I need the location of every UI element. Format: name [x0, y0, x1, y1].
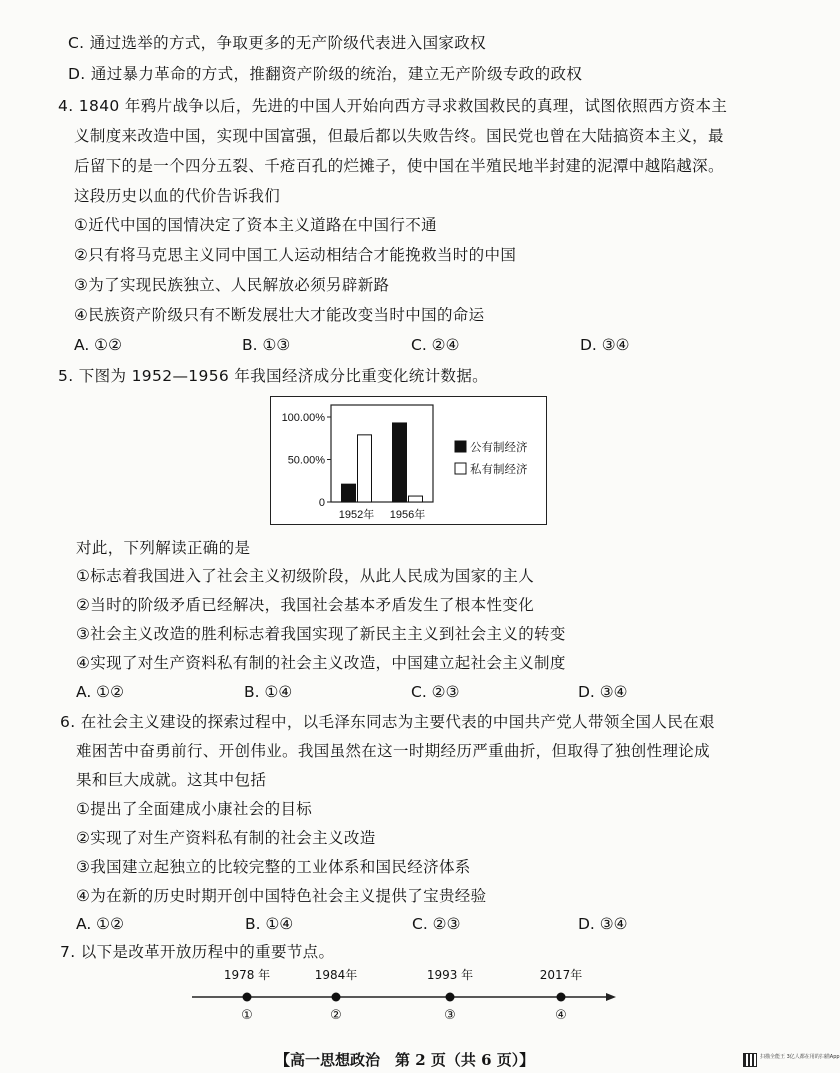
timeline-year-label: 2017年 [539, 968, 583, 982]
legend-swatch [455, 441, 466, 452]
q6-choice-b: B. ①④ [245, 915, 294, 933]
q6-item-4: ④为在新的历史时期开创中国特色社会主义提供了宝贵经验 [76, 887, 487, 905]
reform-timeline [180, 965, 620, 1025]
timeline-point [243, 993, 252, 1002]
q4-stem-line-4: 这段历史以血的代价告诉我们 [74, 187, 281, 205]
q4-choice-c: C. ②④ [411, 336, 460, 354]
page-footer: 【高一思想政治 第 2 页（共 6 页）】 [275, 1051, 535, 1069]
q5-choice-a: A. ①② [76, 683, 124, 701]
q4-stem-line-3: 后留下的是一个四分五裂、千疮百孔的烂摊子，使中国在半殖民地半封建的泥潭中越陷越深。 [74, 157, 724, 175]
q4-stem-line-2: 义制度来改造中国，实现中国富强，但最后都以失败告终。国民党也曾在大陆搞资本主义，最 [74, 127, 724, 145]
legend-label: 私有制经济 [470, 462, 528, 476]
y-tick-label: 100.00% [281, 412, 325, 424]
qr-code-icon [743, 1053, 757, 1067]
q7-stem: 7. 以下是改革开放历程中的重要节点。 [60, 943, 335, 961]
legend-swatch [455, 463, 466, 474]
q6-choice-c: C. ②③ [412, 915, 461, 933]
q4-choice-a: A. ①② [74, 336, 122, 354]
y-tick-label: 50.00% [287, 454, 325, 467]
q5-item-4: ④实现了对生产资料私有制的社会主义改造，中国建立起社会主义制度 [76, 654, 566, 672]
timeline-point [332, 993, 341, 1002]
q6-item-2: ②实现了对生产资料私有制的社会主义改造 [76, 829, 376, 847]
q5-stem: 5. 下图为 1952—1956 年我国经济成分比重变化统计数据。 [58, 367, 489, 385]
q3-option-d: D. 通过暴力革命的方式，推翻资产阶级的统治，建立无产阶级专政的政权 [68, 65, 583, 83]
q6-stem-line-2: 难困苦中奋勇前行、开创伟业。我国虽然在这一时期经历严重曲折，但取得了独创性理论成 [76, 742, 711, 760]
q6-stem-line-3: 果和巨大成就。这其中包括 [76, 771, 267, 789]
q6-choice-d: D. ③④ [578, 915, 628, 933]
bar-public-0 [342, 484, 356, 502]
timeline-point [557, 993, 566, 1002]
timeline-year-label: 1984年 [314, 968, 358, 982]
scanner-watermark [743, 1053, 840, 1069]
q5-choice-c: C. ②③ [411, 683, 460, 701]
q4-stem-line-1: 4. 1840 年鸦片战争以后，先进的中国人开始向西方寻求救国救民的真理，试图依照西方资本主 [58, 97, 728, 115]
timeline-year-label: 1993 年 [426, 968, 474, 982]
timeline-mark: ④ [555, 1008, 567, 1023]
bar-private-0 [358, 435, 372, 502]
q5-lead: 对此，下列解读正确的是 [76, 539, 251, 557]
timeline-mark: ② [330, 1008, 342, 1023]
q3-option-c: C. 通过选举的方式，争取更多的无产阶级代表进入国家政权 [68, 34, 486, 52]
q6-item-3: ③我国建立起独立的比较完整的工业体系和国民经济体系 [76, 858, 471, 876]
x-tick-label: 1956年 [389, 509, 426, 521]
q5-item-3: ③社会主义改造的胜利标志着我国实现了新民主主义到社会主义的转变 [76, 625, 566, 643]
q6-item-1: ①提出了全面建成小康社会的目标 [76, 800, 313, 818]
bar-public-1 [393, 423, 407, 502]
timeline-mark: ① [241, 1008, 253, 1023]
q6-stem-line-1: 6. 在社会主义建设的探索过程中，以毛泽东同志为主要代表的中国共产党人带领全国人民在艰 [60, 713, 715, 731]
timeline-mark: ③ [444, 1008, 456, 1023]
y-tick-label: 0 [318, 497, 325, 509]
timeline-arrow-icon [606, 993, 616, 1001]
q4-choice-d: D. ③④ [580, 336, 630, 354]
chart-canvas [271, 397, 545, 523]
q5-choice-b: B. ①④ [244, 683, 293, 701]
x-tick-label: 1952年 [338, 509, 375, 521]
q4-item-3: ③为了实现民族独立、人民解放必须另辟新路 [74, 276, 390, 294]
q4-item-1: ①近代中国的国情决定了资本主义道路在中国行不通 [74, 216, 437, 234]
q4-item-2: ②只有将马克思主义同中国工人运动相结合才能挽救当时的中国 [74, 246, 517, 264]
timeline-point [446, 993, 455, 1002]
economy-share-chart [270, 396, 547, 525]
q5-item-1: ①标志着我国进入了社会主义初级阶段，从此人民成为国家的主人 [76, 567, 535, 585]
q4-item-4: ④民族资产阶级只有不断发展壮大才能改变当时中国的命运 [74, 306, 485, 324]
q4-choice-b: B. ①③ [242, 336, 291, 354]
bar-private-1 [409, 496, 423, 502]
legend-label: 公有制经济 [470, 440, 528, 454]
q5-item-2: ②当时的阶级矛盾已经解决，我国社会基本矛盾发生了根本性变化 [76, 596, 535, 614]
watermark-text: 扫描全能王 3亿人都在用的扫描App [760, 1054, 840, 1060]
timeline-year-label: 1978 年 [223, 968, 271, 982]
q6-choice-a: A. ①② [76, 915, 124, 933]
q5-choice-d: D. ③④ [578, 683, 628, 701]
